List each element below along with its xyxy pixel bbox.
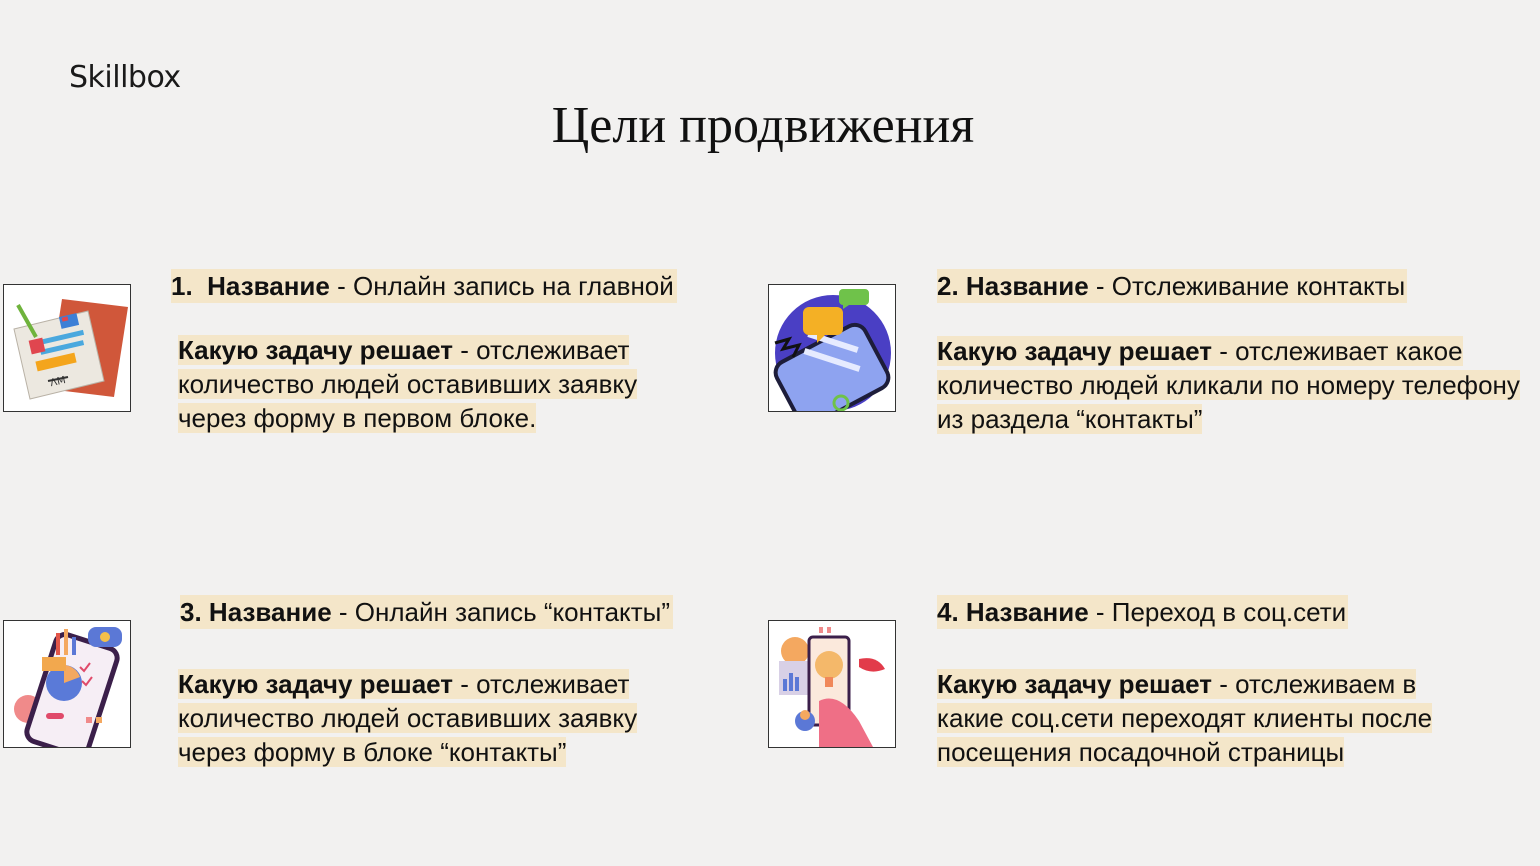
- svg-text:ΛM: ΛM: [49, 374, 67, 390]
- name-label: Название: [208, 597, 332, 627]
- goal-task: - отслеживает количество людей оставивших заявку через форму в первом блоке.: [178, 335, 638, 433]
- goal-task: - отслеживаем в какие соц.сети переходят клиенты после посещения посадочной страницы: [937, 669, 1433, 767]
- skillbox-logo: Skillbox: [69, 60, 181, 95]
- phone-call-icon: [768, 284, 896, 412]
- name-label: Название: [965, 271, 1089, 301]
- page-title: Цели продвижения: [551, 97, 975, 154]
- task-label: Какую задачу решает: [937, 669, 1213, 699]
- social-media-icon: [768, 620, 896, 748]
- name-label: Название: [965, 597, 1089, 627]
- goal-name: - Онлайн запись на главной: [329, 271, 674, 301]
- task-label: Какую задачу решает: [937, 336, 1213, 366]
- mobile-analytics-icon: [3, 620, 131, 748]
- goal-task: - отслеживает количество людей оставивших заявку через форму в блоке “контакты”: [178, 669, 638, 767]
- goal-name: - Отслеживание контакты: [1088, 271, 1406, 301]
- name-label: Название: [207, 271, 330, 301]
- goal-task: - отслеживает какое количество людей кликали по номеру телефону из раздела “контакты”: [937, 336, 1520, 434]
- goal-name: - Переход в соц.сети: [1088, 597, 1347, 627]
- goal-name: - Онлайн запись “контакты”: [331, 597, 670, 627]
- task-label: Какую задачу решает: [178, 335, 454, 365]
- document-form-icon: [3, 284, 131, 412]
- task-label: Какую задачу решает: [178, 669, 454, 699]
